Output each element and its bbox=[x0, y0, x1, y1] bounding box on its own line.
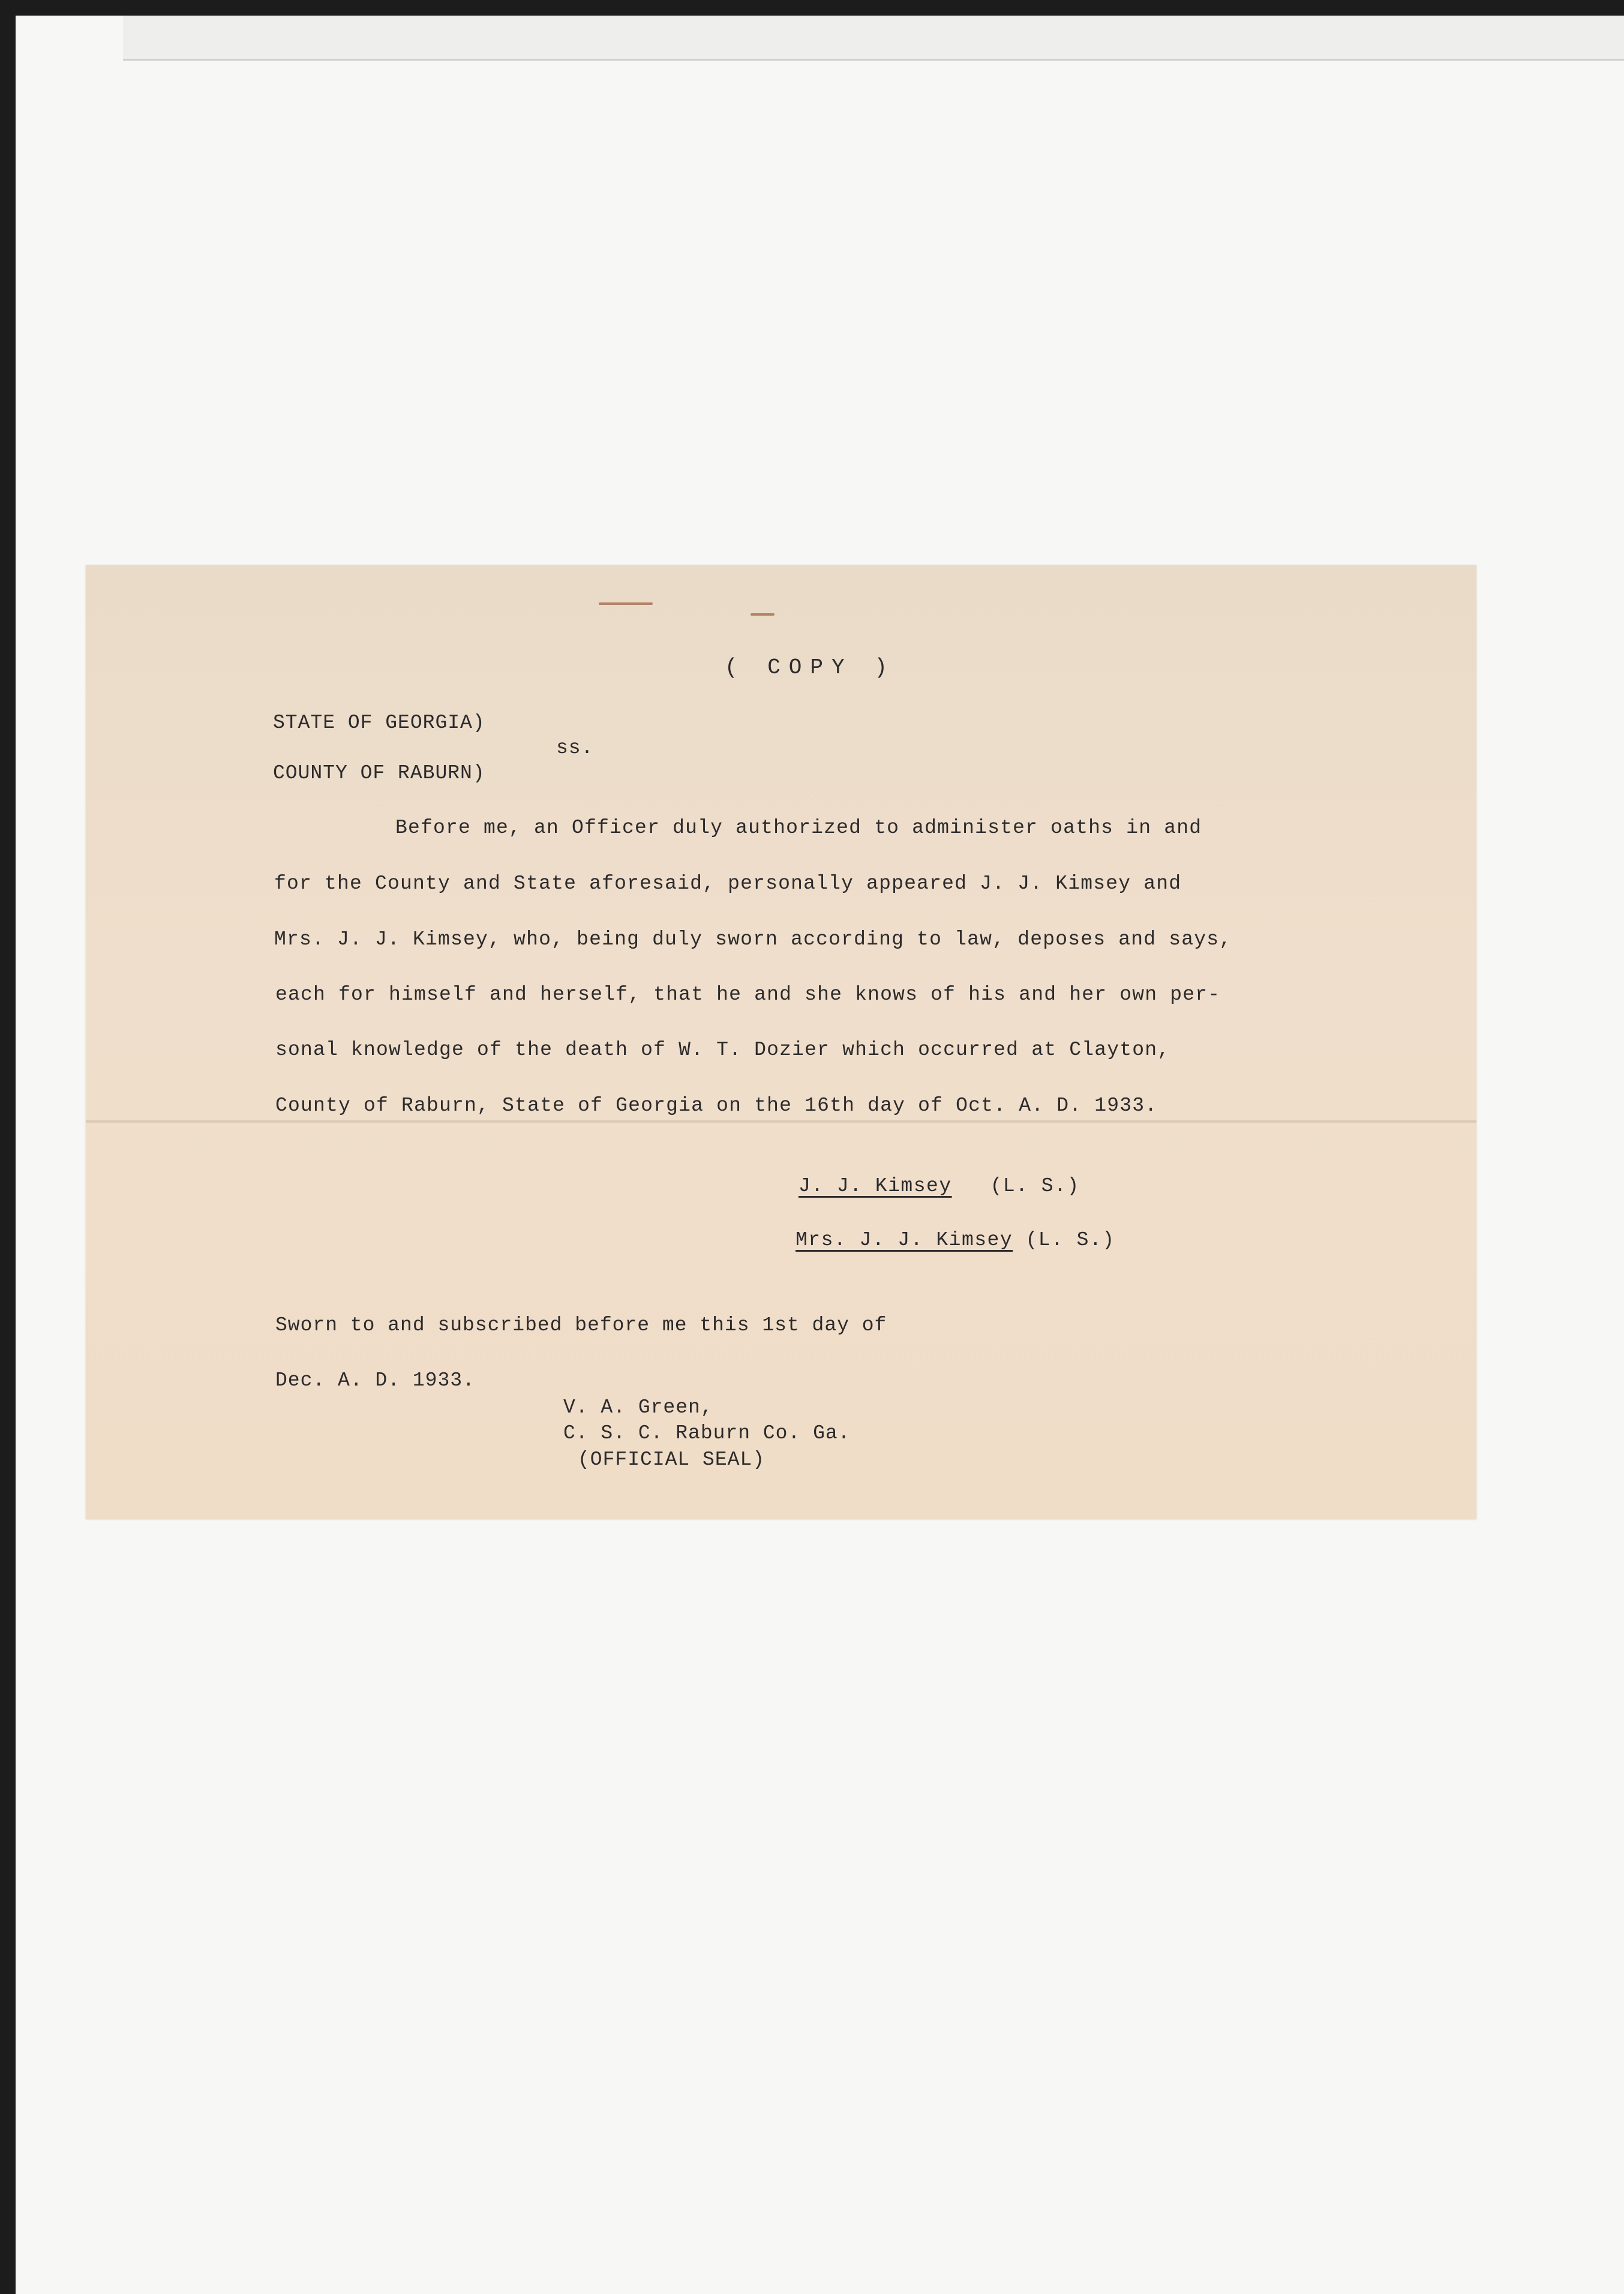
signature-line-2 bbox=[796, 1229, 1115, 1251]
signature-name: J. J. Kimsey bbox=[799, 1175, 952, 1197]
signature-name: Mrs. J. J. Kimsey bbox=[796, 1229, 1013, 1251]
scan-border-top bbox=[0, 0, 1624, 16]
body-line: sonal knowledge of the death of W. T. Dozier which occurred at Clayton, bbox=[275, 1039, 1170, 1061]
signature-seal-mark: (L. S.) bbox=[990, 1175, 1080, 1197]
caption-ss: ss. bbox=[556, 737, 594, 759]
caption-county: COUNTY OF RABURN) bbox=[273, 762, 485, 784]
jurat-line-1: Sworn to and subscribed before me this 1st day of bbox=[275, 1314, 887, 1336]
official-title: C. S. C. Raburn Co. Ga. bbox=[563, 1422, 851, 1444]
paper-fold-crease bbox=[86, 1120, 1476, 1123]
caption-state: STATE OF GEORGIA) bbox=[273, 712, 485, 734]
body-line: Before me, an Officer duly authorized to administer oaths in and bbox=[395, 817, 1202, 839]
official-seal: (OFFICIAL SEAL) bbox=[578, 1449, 766, 1471]
scan-border-left bbox=[0, 0, 16, 2294]
rust-stain bbox=[751, 613, 775, 616]
copy-mark: ( COPY ) bbox=[725, 655, 896, 680]
jurat-line-2: Dec. A. D. 1933. bbox=[275, 1369, 475, 1392]
official-name: V. A. Green, bbox=[563, 1396, 713, 1419]
rust-stain bbox=[599, 602, 653, 605]
body-line: each for himself and herself, that he and she knows of his and her own per- bbox=[275, 983, 1221, 1006]
body-line: Mrs. J. J. Kimsey, who, being duly sworn according to law, deposes and says, bbox=[274, 928, 1232, 950]
affidavit-document bbox=[86, 565, 1476, 1519]
body-line: for the County and State aforesaid, personally appeared J. J. Kimsey and bbox=[274, 872, 1182, 895]
backing-sheet-edge bbox=[123, 16, 1624, 61]
signature-seal-mark: (L. S.) bbox=[1025, 1229, 1115, 1251]
signature-line-1 bbox=[799, 1175, 1080, 1197]
body-line: County of Raburn, State of Georgia on the 16th day of Oct. A. D. 1933. bbox=[275, 1094, 1158, 1117]
